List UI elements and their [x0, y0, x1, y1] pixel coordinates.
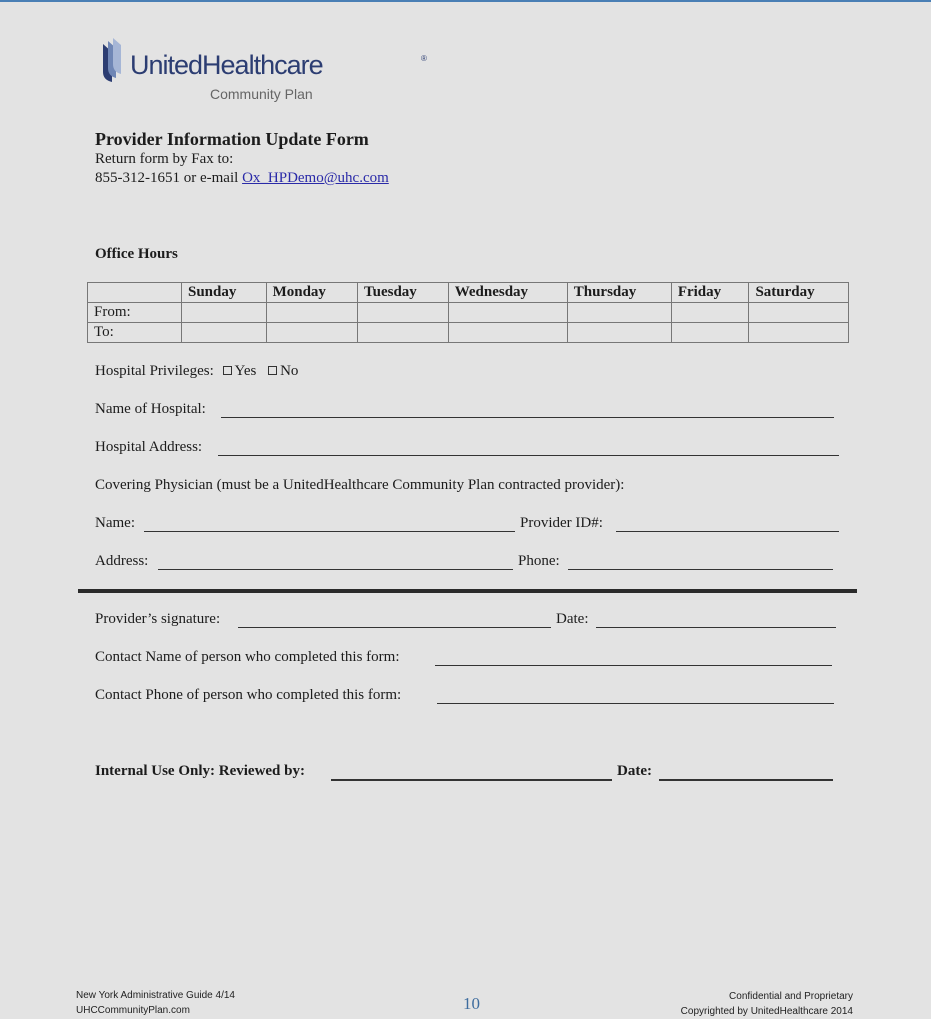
- day-header-friday: Friday: [671, 283, 749, 303]
- reviewed-by-field[interactable]: [331, 779, 612, 781]
- no-label: No: [280, 363, 299, 379]
- physician-name-label: Name:: [95, 515, 135, 531]
- physician-name-field[interactable]: [144, 531, 515, 532]
- header-empty-cell: [88, 283, 182, 303]
- physician-address-field[interactable]: [158, 569, 513, 570]
- uhc-shield-icon: [99, 38, 125, 84]
- row-label-to: To:: [88, 323, 182, 343]
- yes-checkbox[interactable]: [223, 366, 232, 375]
- day-header-saturday: Saturday: [749, 283, 849, 303]
- covering-physician-label: Covering Physician (must be a UnitedHealthcare Community Plan contracted provider):: [95, 477, 625, 493]
- from-saturday-cell[interactable]: [749, 303, 849, 323]
- section-divider: [78, 589, 857, 593]
- hospital-name-field[interactable]: [221, 417, 834, 418]
- top-rule: [0, 0, 931, 2]
- footer-website: UHCCommunityPlan.com: [76, 1005, 190, 1016]
- from-sunday-cell[interactable]: [182, 303, 267, 323]
- from-monday-cell[interactable]: [266, 303, 357, 323]
- physician-phone-label: Phone:: [518, 553, 560, 569]
- return-instructions: Return form by Fax to:: [95, 151, 234, 167]
- signature-date-label: Date:: [556, 611, 589, 627]
- internal-date-field[interactable]: [659, 779, 833, 781]
- contact-name-field[interactable]: [435, 665, 832, 666]
- to-friday-cell[interactable]: [671, 323, 749, 343]
- row-label-from: From:: [88, 303, 182, 323]
- hospital-privileges-row: [95, 363, 298, 380]
- logo-brand-text: UnitedHealthcare: [130, 50, 323, 80]
- signature-date-field[interactable]: [596, 627, 836, 628]
- to-saturday-cell[interactable]: [749, 323, 849, 343]
- day-header-thursday: Thursday: [567, 283, 671, 303]
- to-tuesday-cell[interactable]: [358, 323, 449, 343]
- day-header-tuesday: Tuesday: [358, 283, 449, 303]
- footer-confidential: Confidential and Proprietary: [729, 991, 853, 1002]
- internal-date-label: Date:: [617, 763, 652, 779]
- provider-id-field[interactable]: [616, 531, 839, 532]
- from-friday-cell[interactable]: [671, 303, 749, 323]
- form-title: Provider Information Update Form: [95, 129, 369, 149]
- from-wednesday-cell[interactable]: [448, 303, 567, 323]
- hospital-address-field[interactable]: [218, 455, 839, 456]
- day-header-sunday: Sunday: [182, 283, 267, 303]
- logo-subtitle: Community Plan: [210, 86, 313, 102]
- provider-signature-field[interactable]: [238, 627, 551, 628]
- table-row: [88, 303, 849, 323]
- email-link[interactable]: Ox_HPDemo@uhc.com: [242, 170, 389, 186]
- footer-copyright: Copyrighted by UnitedHealthcare 2014: [680, 1006, 853, 1017]
- contact-phone-label: Contact Phone of person who completed this form:: [95, 687, 402, 703]
- fax-number-text: 855-312-1651 or e-mail: [95, 170, 243, 186]
- unitedhealthcare-logo: [99, 38, 427, 108]
- yes-label: Yes: [234, 363, 257, 379]
- provider-id-label: Provider ID#:: [520, 515, 603, 531]
- contact-phone-field[interactable]: [437, 703, 834, 704]
- logo-trademark: ®: [421, 54, 427, 63]
- office-hours-table: [87, 282, 849, 343]
- hospital-name-label: Name of Hospital:: [95, 401, 206, 417]
- day-header-wednesday: Wednesday: [448, 283, 567, 303]
- page-number: 10: [463, 994, 480, 1013]
- from-thursday-cell[interactable]: [567, 303, 671, 323]
- table-row: [88, 323, 849, 343]
- to-monday-cell[interactable]: [266, 323, 357, 343]
- table-header-row: [88, 283, 849, 303]
- contact-name-label: Contact Name of person who completed this form:: [95, 649, 400, 665]
- to-thursday-cell[interactable]: [567, 323, 671, 343]
- internal-use-label: Internal Use Only: Reviewed by:: [95, 763, 305, 779]
- to-sunday-cell[interactable]: [182, 323, 267, 343]
- no-checkbox[interactable]: [268, 366, 277, 375]
- physician-phone-field[interactable]: [568, 569, 833, 570]
- hospital-address-label: Hospital Address:: [95, 439, 203, 455]
- footer-guide-title: New York Administrative Guide 4/14: [76, 990, 235, 1001]
- provider-signature-label: Provider’s signature:: [95, 611, 221, 627]
- to-wednesday-cell[interactable]: [448, 323, 567, 343]
- from-tuesday-cell[interactable]: [358, 303, 449, 323]
- physician-address-label: Address:: [95, 553, 149, 569]
- day-header-monday: Monday: [266, 283, 357, 303]
- hospital-privileges-label: Hospital Privileges:: [95, 363, 214, 379]
- fax-email-line: [95, 170, 389, 187]
- office-hours-label: Office Hours: [95, 246, 178, 262]
